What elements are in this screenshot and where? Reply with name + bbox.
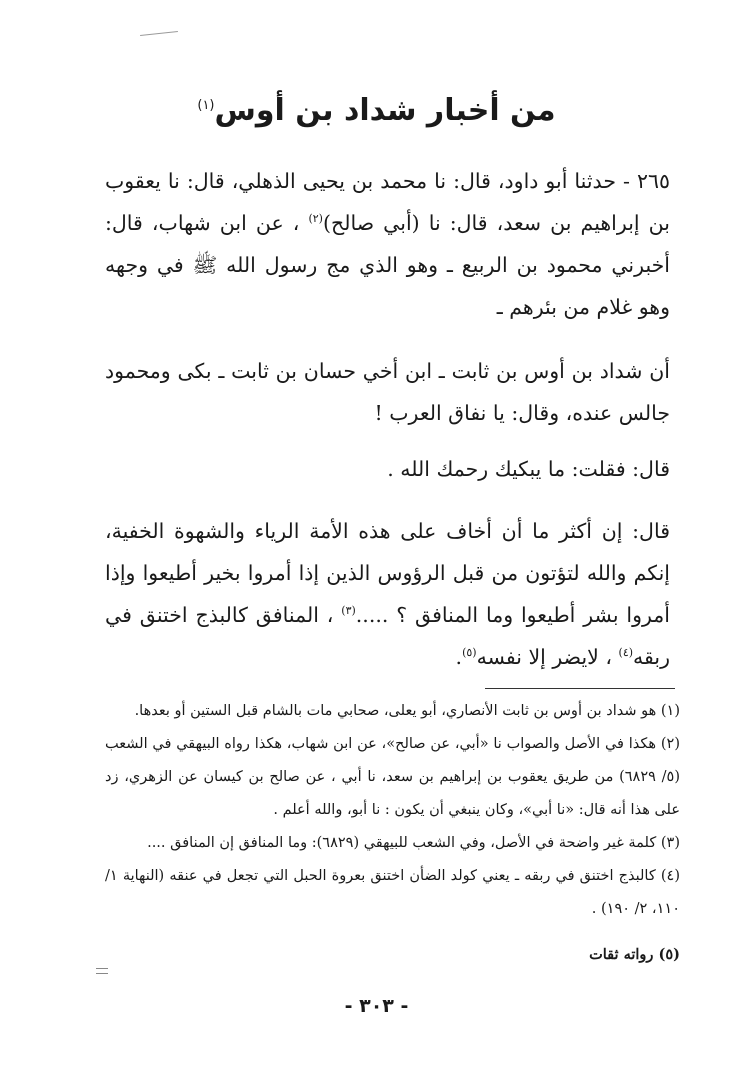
paragraph-text: أن شداد بن أوس بن ثابت ـ ابن أخي حسان بن ثابت ـ بكى ومحمود جالس عنده، وقال: يا نفاق العرب ! [105,359,670,425]
paragraph-text: ، لايضر إلا نفسه [476,645,612,669]
section-title [100,78,653,139]
hadith-paragraph-1 [105,160,670,328]
footnote-4: (٤) كالبذج اختنق في ربقه ـ يعني كولد الضأن اختنق بعروة الحبل التي تجعل في عنقه (النهاية ١/ ١١٠، ٢/ ١٩٠) . [105,868,680,917]
hadith-paragraph-4 [105,510,670,678]
paragraph-text: ٢٦٥ - حدثنا أبو داود، قال: نا محمد بن يحيى الذهلي، قال: نا يعقوب بن إبراهيم بن سعد، قال: نا (أبي صالح) [105,169,670,235]
footnote-ref: (٤) [618,646,634,660]
footnote-2: (٢) هكذا في الأصل والصواب نا «أبي، عن صالح»، عن ابن شهاب، هكذا رواه البيهقي في الشعب (٥/ ٦٨٢٩) من طريق يعقوب بن إبراهيم بن سعد، نا أبي ، عن صالح بن كيسان عن الزهري، زد على هذا أنه قال: «نا أبي»، وكان ينبغي أن يكون : نا أبو، والله أعلم . [105,736,681,818]
footnotes [105,695,680,971]
footnote-1: (١) هو شداد بن أوس بن ثابت الأنصاري، أبو يعلى، صحابي مات بالشام قبل الستين أو بعدها. [134,703,680,719]
footnote-ref: (٥) [462,646,477,660]
paragraph-text: قال: فقلت: ما يبكيك رحمك الله . [387,457,670,481]
footnote-ref: (٢) [308,212,323,226]
footnote-5: (٥) رواته ثقات [589,946,680,963]
footnote-divider [485,688,675,689]
footnote-ref: (٣) [341,604,356,618]
paragraph-text: ، المنافق كالبذج اختنق في ربقه [105,603,670,669]
hadith-paragraph-3 [105,448,670,490]
page-number: - ٣٠٣ - [344,995,409,1017]
paragraph-text: قال: إن أكثر ما أن أخاف على هذه الأمة الرياء والشهوة الخفية، إنكم والله لتؤتون من قبل الرؤوس الذين إذا أمروا بخير أطيعوا وإذا أمروا بشر أطيعوا وما المنافق ؟ ..... [105,519,670,627]
scan-mark [140,31,178,36]
paragraph-text: ، عن ابن شهاب، قال: أخبرني محمود بن الربيع ـ وهو الذي مج رسول الله ﷺ في وجهه وهو غلام من بئرهم ـ [105,211,670,319]
scan-mark [96,968,108,974]
title-footnote-ref: (١) [197,98,215,113]
footnote-3: (٣) كلمة غير واضحة في الأصل، وفي الشعب للبيهقي (٦٨٢٩): وما المنافق إن المنافق .... [147,835,680,851]
hadith-paragraph-2 [105,350,670,434]
paragraph-text: . [455,645,463,669]
section-title-text: من أخبار شداد بن أوس [214,93,556,128]
